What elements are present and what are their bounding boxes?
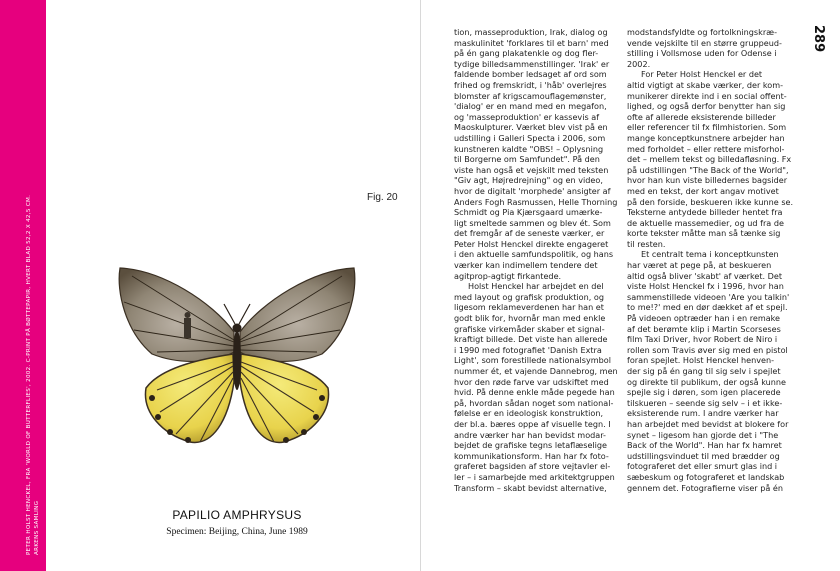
page-gutter [420, 0, 421, 571]
text-line: tion, masseproduktion, Irak, dialog og [454, 27, 608, 37]
text-line: på én gang plakatenkle og dog fler- [454, 48, 599, 59]
text-line: hvor han kun viste billedernes bagsider [627, 175, 788, 186]
text-line: sæbeskum og fotograferet et landskab [627, 471, 785, 482]
text-line: blomster af krigscamouflagemønster, [454, 90, 607, 101]
text-line: viste Holst Henckel fx i 1996, hvor han [627, 281, 784, 292]
text-line: til resten. [627, 238, 666, 249]
text-line: Anders Fogh Rasmussen, Helle Thorning [454, 196, 618, 207]
text-line: korte tekster måtte man så tænke sig [627, 228, 781, 239]
text-line: 'dialog' er en mand med en megafon, [454, 101, 607, 112]
text-line: Back of the World". Han har fx hamret [627, 440, 782, 451]
figure-label: Fig. 20 [367, 192, 398, 203]
text-line: de aktuelle massemedier, og ud fra de [627, 217, 784, 228]
text-line: Teksterne antydede billeder hentet fra [627, 207, 783, 218]
text-line: godt blik for, hvornår man med enkle [454, 313, 606, 324]
text-line: hvid. På denne enkle måde pegede han [454, 387, 615, 398]
text-line: kunstneren kaldte "OBS! – Oplysning [454, 143, 604, 154]
text-line: ler – i samarbejde med arkitektgruppen [454, 471, 615, 482]
text-line: eller referencer til fx filmhistorien. Som [627, 122, 787, 133]
text-line: spejle sig i døren, som igen placerede [627, 387, 781, 398]
text-line: viste han også et vejskilt med teksten [454, 164, 609, 175]
text-line: af det berømte klip i Martin Scorseses [627, 323, 781, 334]
caption-line-2: ARKENS SAMLING [33, 500, 40, 555]
text-line: med forholdet – eller rettere misforhol- [627, 143, 785, 154]
text-line: altid vigtigt at skabe værker, der kom- [627, 79, 784, 90]
text-line: sammenstillede videoen 'Are you talkin' [627, 291, 790, 302]
text-line: der sig på én gang til sig selv i spejlet [627, 366, 781, 376]
text-line: synet – ligesom han gjorde det i "The [627, 429, 779, 440]
text-line: lighed, og også derfor benytter han sig [627, 101, 786, 112]
text-line: ofte af allerede eksisterende billeder [627, 111, 776, 122]
text-line: gennem det. Fotografierne viser på én [627, 482, 783, 493]
text-line: til Borgerne om Samfundet". På den [454, 154, 600, 165]
text-line: Peter Holst Henckel direkte engageret [454, 238, 609, 249]
text-line: hvor den røde farve var udskiftet med [454, 376, 609, 387]
text-line: ligt smeltede sammen og blev ét. Som [454, 217, 611, 228]
text-line: ligesom reklameverdenen har han et [454, 302, 604, 313]
text-line: han arbejdet med bevidst at blokere for [627, 418, 789, 429]
text-line: det fremgår af de seneste værker, er [454, 228, 605, 239]
text-line: med en tekst, der kort angav motivet [627, 185, 779, 196]
text-line: fotograferet det eller smurt glas ind i [627, 461, 778, 472]
text-line: eksisterende rum. I andre værker har [627, 408, 779, 419]
text-line: maskulinitet 'forklares til et barn' med [454, 37, 609, 48]
text-line: følelse er en ideologisk konstruktion, [454, 408, 604, 419]
text-line: på, hvordan sådan noget som national- [454, 397, 614, 408]
text-line: stilling i Vollsmose uden for Odense i [627, 48, 777, 59]
vertical-image-caption [26, 135, 41, 555]
text-line: udstillingsvinduet til med brædder og [627, 450, 780, 461]
text-line: graferet bagsiden af store vejtavler el- [454, 461, 611, 472]
text-line: to me!?' med en dør dækket af et spejl. [627, 302, 788, 313]
text-line: udstilling i Galleri Specta i 2006, som [454, 132, 606, 143]
text-line: rollen som Travis øver sig med en pistol [627, 344, 788, 355]
butterfly-image [112, 262, 362, 452]
text-line: altid også bliver 'skabt' af værket. Det [627, 270, 783, 281]
caption-line-1: PETER HOLST HENCKEL, FRA 'WORLD OF BUTTERFLIES', 2002. C-PRINT PÅ BØTTEPAPIR, HVERT BLAD 52,2 X 42,5 CM. [26, 194, 32, 555]
text-column-2 [627, 27, 794, 493]
text-line: mange konceptkunstnere arbejder han [627, 132, 785, 143]
text-line: og 'masseproduktion' er kassevis af [454, 111, 600, 122]
text-line: Schmidt og Pia Kjærsgaard umærke- [454, 207, 603, 218]
text-line: hvor de digitalt 'morphede' ansigter af [454, 185, 611, 196]
text-line: tilskueren – seende sig selv – i et ikke- [627, 397, 783, 408]
text-line: faldende bomber ledsaget af ord som [454, 69, 607, 80]
text-line: Holst Henckel har arbejdet en del [468, 281, 604, 292]
text-line: i 1990 med fotografiet 'Danish Extra [454, 344, 602, 355]
text-line: nummer ét, et vajende Dannebrog, men [454, 366, 618, 376]
text-line: værker kan indimellem tendere det [454, 260, 598, 271]
text-line: Et centralt tema i konceptkunsten [641, 249, 779, 260]
text-line: agitprop-agtigt firkantede. [454, 270, 562, 281]
text-line: "Giv agt, Højredrejning" og en video, [454, 175, 603, 186]
text-line: munikerer direkte ind i en social offent- [627, 90, 787, 101]
figure-subtitle: Specimen: Beijing, China, June 1989 [166, 527, 308, 537]
text-line: 2002. [627, 58, 651, 69]
text-line: tydige billedsammenstillinger. 'Irak' er [454, 58, 610, 69]
text-line: og direkte til publikum, der også kunne [627, 376, 786, 387]
text-line: frihed og fremskridt, i 'håb' overlejres [454, 79, 607, 90]
text-line: det – mellem tekst og billedafløsning. Fx [627, 154, 792, 165]
text-line: Transform – skabt bevidst alternative, [454, 482, 607, 493]
text-line: i den aktuelle samfundspolitik, og hans [454, 249, 614, 260]
text-line: kommunikationsform. Han har fx foto- [454, 450, 609, 461]
text-line: andre værker har han bevidst modar- [454, 429, 606, 440]
text-line: på udstillingen "The Back of the World", [627, 164, 789, 175]
text-line: foran spejlet. Holst Henckel henven- [627, 355, 775, 366]
text-line: På videoen optræder han i en remake [627, 313, 781, 324]
text-line: med layout og grafisk produktion, og [454, 291, 604, 302]
text-line: vende vejskilte til en større gruppeud- [627, 37, 782, 48]
text-line: For Peter Holst Henckel er det [641, 69, 763, 80]
text-line: har været at pege på, at beskueren [627, 260, 772, 271]
text-line: bejdet de grafiske tegns letaflæselige [454, 440, 608, 451]
text-line: film Taxi Driver, hvor Robert de Niro i [627, 334, 778, 345]
text-line: modstandsfyldte og fortolkningskræ- [627, 27, 778, 37]
text-column-1 [454, 27, 618, 493]
text-line: grafiske virkemåder skaber et signal- [454, 323, 605, 334]
text-line: Light', som forestillede nationalsymbol [454, 355, 611, 366]
figure-title: PAPILIO AMPHRYSUS [172, 508, 302, 522]
page-number: 289 [811, 25, 826, 53]
text-line: kraftigt billede. Det viste han allerede [454, 334, 608, 345]
text-line: på den forside, beskueren ikke kunne se. [627, 196, 794, 207]
text-line: der bl.a. bæres oppe af visuelle tegn. I [454, 418, 611, 429]
text-line: Maoskulpturer. Værket blev vist på en [454, 122, 608, 133]
